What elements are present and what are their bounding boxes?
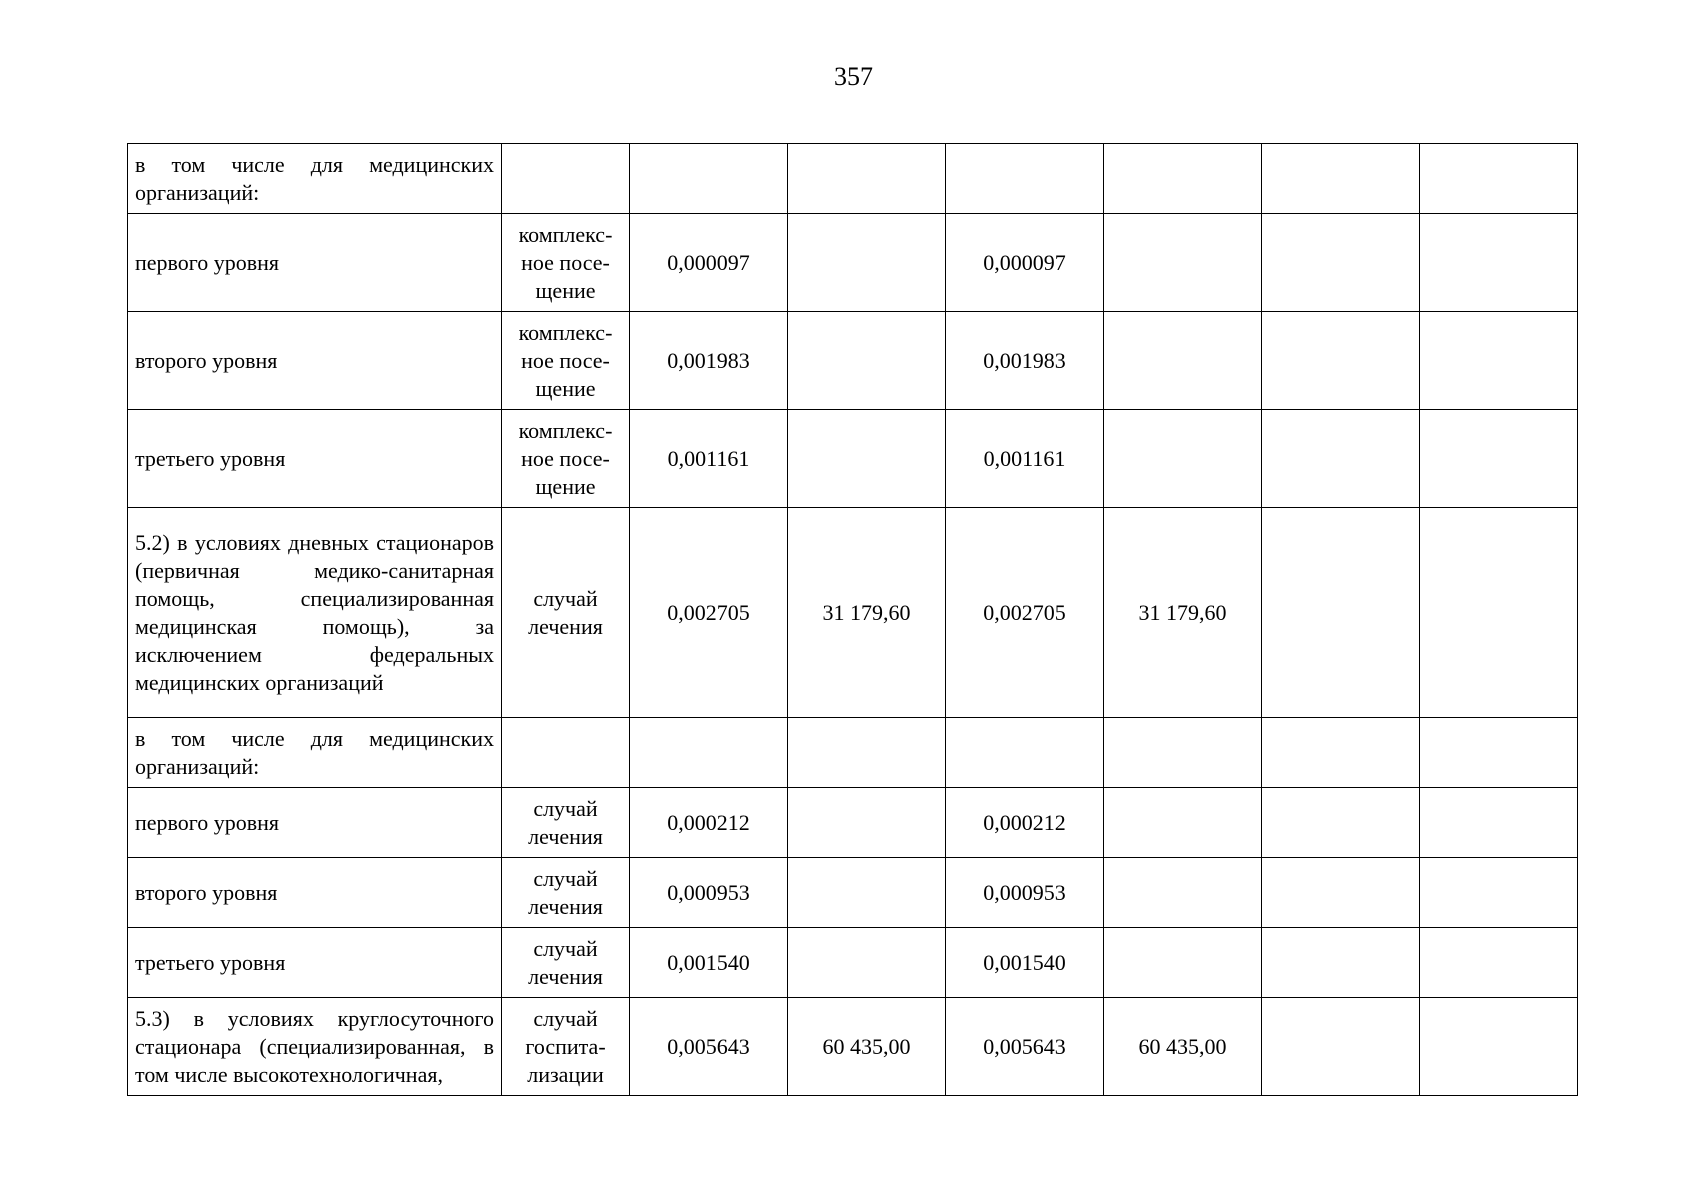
row-name-cell: в том числе для медицинских организаций: (128, 144, 502, 214)
row-name-cell: второго уровня (128, 312, 502, 410)
table-row (128, 928, 1578, 998)
value-cell (1262, 214, 1420, 312)
value-cell (788, 928, 946, 998)
value-cell (1262, 858, 1420, 928)
row-name-cell: первого уровня (128, 214, 502, 312)
value-cell: 0,000212 (946, 788, 1104, 858)
unit-cell: случай госпита-лизации (502, 998, 630, 1096)
value-cell (1420, 998, 1578, 1096)
value-cell (1262, 788, 1420, 858)
value-cell: 0,005643 (630, 998, 788, 1096)
unit-cell: комплекс-ное посе-щение (502, 312, 630, 410)
table-row (128, 858, 1578, 928)
value-cell (1262, 410, 1420, 508)
value-cell (630, 144, 788, 214)
row-name-cell: в том числе для медицинских организаций: (128, 718, 502, 788)
value-cell (1420, 410, 1578, 508)
row-name-cell: 5.2) в условиях дневных стационаров (первичная медико-санитарная помощь, специализированная медицинская помощь), за исключением федеральных медицинских организаций (128, 508, 502, 718)
value-cell (1104, 410, 1262, 508)
row-name-cell: первого уровня (128, 788, 502, 858)
data-table (127, 143, 1578, 1096)
value-cell (1262, 998, 1420, 1096)
row-name-cell: 5.3) в условиях круглосуточного стационара (специализированная, в том числе высокотехнологичная, (128, 998, 502, 1096)
value-cell (788, 214, 946, 312)
value-cell (1262, 312, 1420, 410)
value-cell (1420, 718, 1578, 788)
table-row (128, 718, 1578, 788)
value-cell: 0,002705 (946, 508, 1104, 718)
page-number: 357 (834, 62, 873, 91)
value-cell (1104, 312, 1262, 410)
value-cell (1420, 144, 1578, 214)
value-cell (1420, 508, 1578, 718)
value-cell: 0,000953 (946, 858, 1104, 928)
table-row (128, 998, 1578, 1096)
value-cell (1420, 214, 1578, 312)
value-cell (1420, 312, 1578, 410)
value-cell: 0,001161 (630, 410, 788, 508)
unit-cell (502, 718, 630, 788)
unit-cell: случай лечения (502, 508, 630, 718)
table-row (128, 410, 1578, 508)
value-cell (788, 410, 946, 508)
table-row (128, 214, 1578, 312)
value-cell: 0,000097 (630, 214, 788, 312)
value-cell (1104, 144, 1262, 214)
value-cell (788, 144, 946, 214)
value-cell (1104, 858, 1262, 928)
value-cell (1104, 928, 1262, 998)
value-cell: 31 179,60 (1104, 508, 1262, 718)
value-cell (1420, 788, 1578, 858)
value-cell (1104, 214, 1262, 312)
value-cell: 0,001983 (630, 312, 788, 410)
value-cell (1262, 144, 1420, 214)
value-cell (946, 144, 1104, 214)
value-cell: 0,002705 (630, 508, 788, 718)
value-cell (1104, 788, 1262, 858)
value-cell: 0,001540 (946, 928, 1104, 998)
value-cell (788, 718, 946, 788)
value-cell (788, 858, 946, 928)
table-row (128, 788, 1578, 858)
value-cell: 0,005643 (946, 998, 1104, 1096)
value-cell (788, 312, 946, 410)
value-cell (1262, 508, 1420, 718)
unit-cell: случай лечения (502, 788, 630, 858)
value-cell: 0,001161 (946, 410, 1104, 508)
value-cell: 0,000953 (630, 858, 788, 928)
table-row (128, 312, 1578, 410)
value-cell: 60 435,00 (1104, 998, 1262, 1096)
value-cell (630, 718, 788, 788)
unit-cell: комплекс-ное посе-щение (502, 410, 630, 508)
value-cell (1262, 718, 1420, 788)
value-cell: 0,001540 (630, 928, 788, 998)
row-name-cell: третьего уровня (128, 928, 502, 998)
unit-cell (502, 144, 630, 214)
unit-cell: случай лечения (502, 858, 630, 928)
unit-cell: комплекс-ное посе-щение (502, 214, 630, 312)
value-cell (946, 718, 1104, 788)
table-row (128, 144, 1578, 214)
value-cell (788, 788, 946, 858)
value-cell: 60 435,00 (788, 998, 946, 1096)
value-cell (1104, 718, 1262, 788)
value-cell: 31 179,60 (788, 508, 946, 718)
row-name-cell: третьего уровня (128, 410, 502, 508)
value-cell: 0,001983 (946, 312, 1104, 410)
value-cell (1420, 928, 1578, 998)
value-cell: 0,000097 (946, 214, 1104, 312)
value-cell (1420, 858, 1578, 928)
value-cell (1262, 928, 1420, 998)
value-cell: 0,000212 (630, 788, 788, 858)
table-row (128, 508, 1578, 718)
row-name-cell: второго уровня (128, 858, 502, 928)
unit-cell: случай лечения (502, 928, 630, 998)
